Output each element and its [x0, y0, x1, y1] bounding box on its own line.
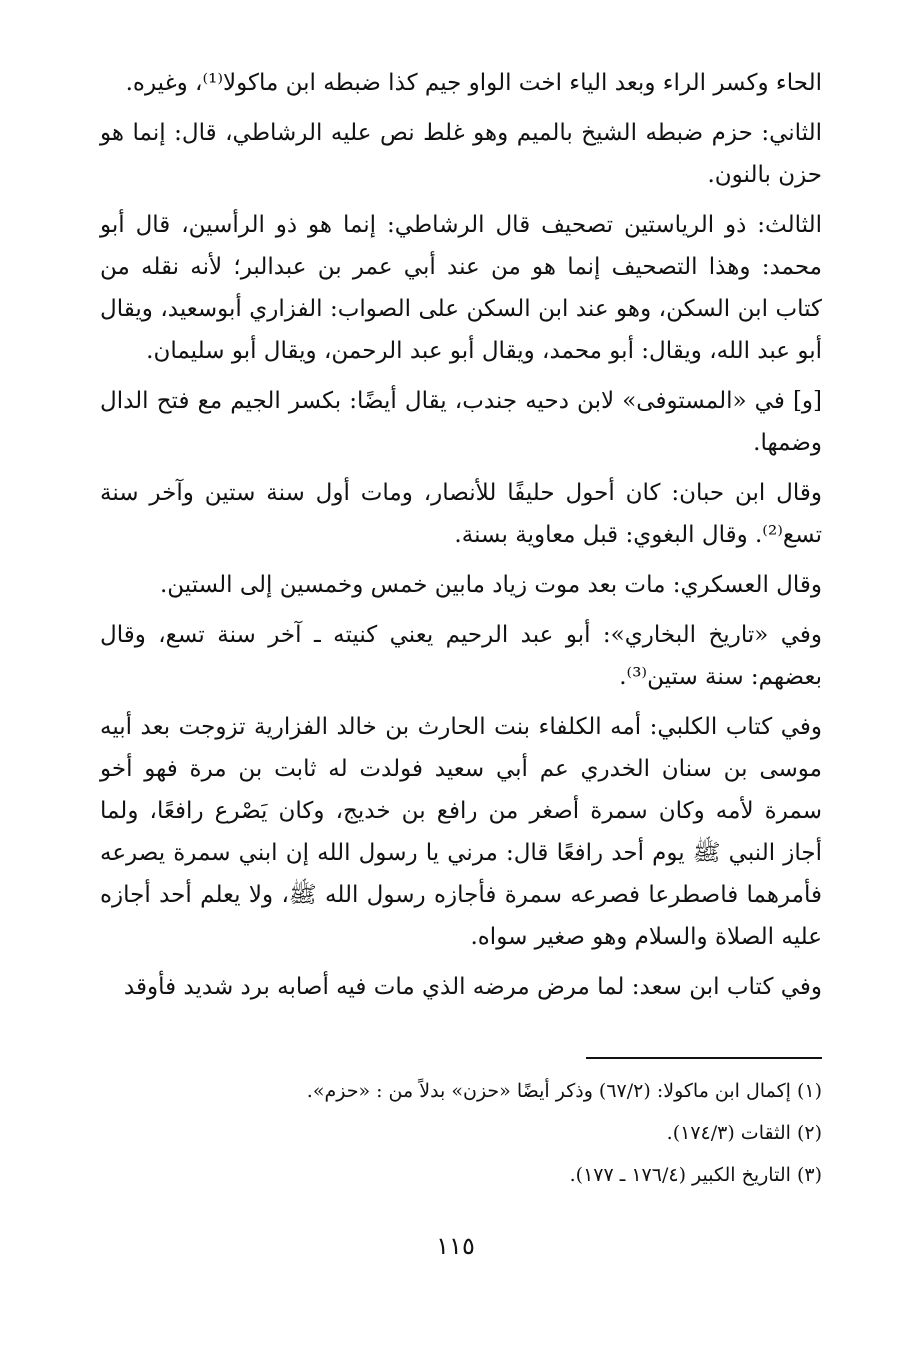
footnote-2: (٢) الثقات (١٧٤/٣).	[666, 1122, 822, 1144]
paragraph-7: وفي «تاريخ البخاري»: أبو عبد الرحيم يعني كنيته ـ آخر سنة تسع، وقال بعضهم: سنة ستين⁽³⁾.	[100, 622, 822, 690]
paragraph-5: وقال ابن حبان: كان أحول حليفًا للأنصار، ومات أول سنة ستين وآخر سنة تسع⁽²⁾. وقال البغوي: قبل معاوية بسنة.	[100, 480, 822, 548]
paragraph-4: [و] في «المستوفى» لابن دحيه جندب، يقال أيضًا: بكسر الجيم مع فتح الدال وضمها.	[100, 388, 822, 456]
paragraph-3: الثالث: ذو الرياستين تصحيف قال الرشاطي: إنما هو ذو الرأسين، قال أبو محمد: وهذا التصحيف إنما هو من عند أبي عمر بن عبدالبر؛ لأنه نقله من كتاب ابن السكن، وهو عند ابن السكن على الصواب: الفزاري أبوسعيد، ويقال أبو عبد الله، ويقال: أبو محمد، ويقال أبو عبد الرحمن، ويقال أبو سليمان.	[100, 212, 823, 364]
paragraph-1: الحاء وكسر الراء وبعد الياء اخت الواو جيم كذا ضبطه ابن ماكولا⁽¹⁾، وغيره.	[125, 70, 822, 96]
paragraph-2: الثاني: حزم ضبطه الشيخ بالميم وهو غلط نص عليه الرشاطي، قال: إنما هو حزن بالنون.	[100, 120, 822, 188]
footnote-3: (٣) التاريخ الكبير (١٧٦/٤ ـ ١٧٧).	[569, 1164, 822, 1186]
footnote-divider	[586, 1057, 822, 1059]
paragraph-8: وفي كتاب الكلبي: أمه الكلفاء بنت الحارث بن خالد الفزارية تزوجت بعد أبيه موسى بن سنان الخدري عم أبي سعيد فولدت له ثابت بن مرة فهو أخو سمرة لأمه وكان سمرة أصغر من رافع بن خديج، وكان يَصْرع رافعًا، ولما أجاز النبي ﷺ يوم أحد رافعًا قال: مرني يا رسول الله إن ابني سمرة يصرعه فأمرهما فاصطرعا فصرعه سمرة فأجازه رسول الله ﷺ، ولا يعلم أحد أجازه عليه الصلاة والسلام وهو صغير سواه.	[100, 714, 822, 950]
footnotes	[100, 1070, 822, 1196]
footnote-1: (١) إكمال ابن ماكولا: (٦٧/٢) وذكر أيضًا «حزن» بدلاً من : «حزم».	[306, 1080, 822, 1102]
paragraph-6: وقال العسكري: مات بعد موت زياد مابين خمس وخمسين إلى الستين.	[159, 572, 822, 598]
paragraph-9: وفي كتاب ابن سعد: لما مرض مرضه الذي مات فيه أصابه برد شديد فأوقد	[123, 974, 822, 1000]
page-number: ١١٥	[436, 1232, 475, 1260]
main-text	[100, 62, 822, 1016]
